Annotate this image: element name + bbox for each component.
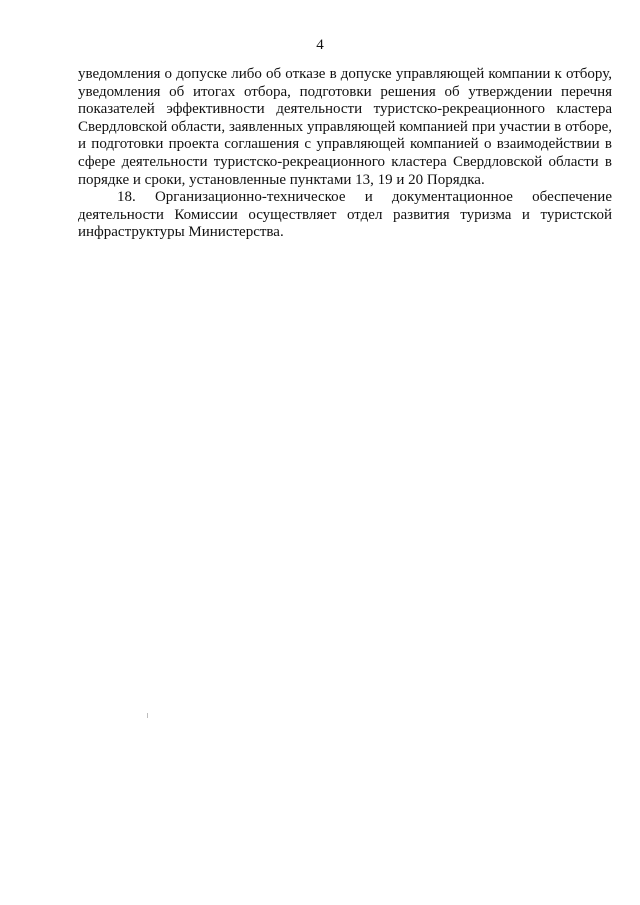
scan-speck (147, 713, 148, 718)
page-number: 4 (316, 37, 324, 53)
paragraph-continuation: уведомления о допуске либо об отказе в допуске управляющей компании к отбору, уведомления об итогах отбора, подготовки решения об утверждении перечня показателей эффективности деятельности туристско-рекреационного кластера Свердловской области, заявленных управляющей компанией при участии в отборе, и подготовки проекта соглашения с управляющей компанией о взаимодействии в сфере деятельности туристско-рекреационного кластера Свердловской области в порядке и сроки, установленные пунктами 13, 19 и 20 Порядка. (78, 66, 612, 188)
document-body (78, 66, 612, 242)
paragraph-item-18: 18. Организационно-техническое и документационное обеспечение деятельности Комиссии осуществляет отдел развития туризма и туристской инфраструктуры Министерства. (78, 189, 612, 241)
